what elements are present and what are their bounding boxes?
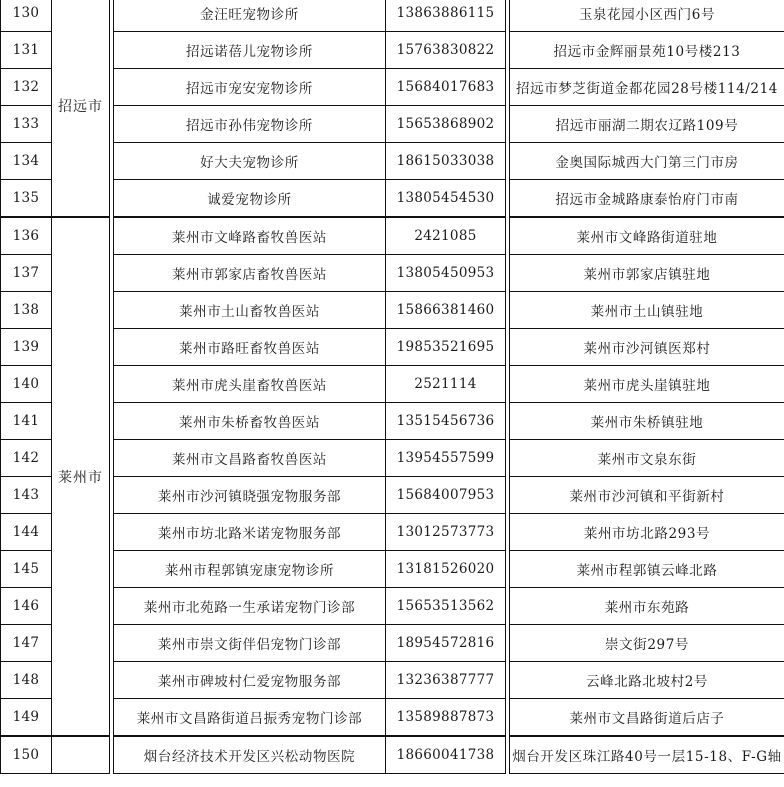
clinic-name-cell: 莱州市坊北路米诺宠物服务部	[114, 514, 386, 551]
row-number-cell: 135	[1, 180, 52, 218]
address-cell: 莱州市程郭镇云峰北路	[510, 551, 784, 588]
clinic-name-cell: 好大夫宠物诊所	[114, 143, 386, 180]
clinic-name-cell: 招远市孙伟宠物诊所	[114, 106, 386, 143]
phone-cell: 15653513562	[386, 588, 506, 625]
phone-cell: 13012573773	[386, 514, 506, 551]
row-number-cell: 148	[1, 662, 52, 699]
address-cell: 招远市金城路康泰怡府门市南	[510, 180, 784, 218]
phone-cell: 15684017683	[386, 69, 506, 106]
clinic-name-cell: 莱州市北苑路一生承诺宠物门诊部	[114, 588, 386, 625]
table-body	[1, 0, 784, 774]
table-row	[1, 292, 784, 329]
phone-cell: 13515456736	[386, 403, 506, 440]
row-number-cell: 146	[1, 588, 52, 625]
row-number-cell: 136	[1, 217, 52, 255]
address-cell: 云峰北路北坡村2号	[510, 662, 784, 699]
address-cell: 莱州市虎头崖镇驻地	[510, 366, 784, 403]
address-cell: 招远市金辉丽景苑10号楼213	[510, 32, 784, 69]
clinic-name-cell: 烟台经济技术开发区兴松动物医院	[114, 736, 386, 774]
table-row	[1, 403, 784, 440]
row-number-cell: 130	[1, 0, 52, 32]
phone-cell: 15763830822	[386, 32, 506, 69]
table-row	[1, 588, 784, 625]
row-number-cell: 149	[1, 699, 52, 737]
clinic-name-cell: 诚爱宠物诊所	[114, 180, 386, 218]
row-number-cell: 140	[1, 366, 52, 403]
table-row	[1, 514, 784, 551]
address-cell: 莱州市土山镇驻地	[510, 292, 784, 329]
address-cell: 莱州市朱桥镇驻地	[510, 403, 784, 440]
table-row	[1, 180, 784, 218]
table-row	[1, 477, 784, 514]
city-cell: 招远市	[52, 0, 110, 217]
row-number-cell: 134	[1, 143, 52, 180]
address-cell: 莱州市文峰路街道驻地	[510, 217, 784, 255]
table-row	[1, 625, 784, 662]
row-number-cell: 145	[1, 551, 52, 588]
clinic-name-cell: 莱州市沙河镇晓强宠物服务部	[114, 477, 386, 514]
clinic-name-cell: 莱州市崇文街伴侣宠物门诊部	[114, 625, 386, 662]
row-number-cell: 144	[1, 514, 52, 551]
table-row	[1, 662, 784, 699]
phone-cell: 19853521695	[386, 329, 506, 366]
table-row	[1, 32, 784, 69]
phone-cell: 15866381460	[386, 292, 506, 329]
table-row	[1, 255, 784, 292]
address-cell: 莱州市沙河镇和平街新村	[510, 477, 784, 514]
address-cell: 莱州市文昌路街道后店子	[510, 699, 784, 737]
clinic-name-cell: 莱州市程郭镇宠康宠物诊所	[114, 551, 386, 588]
address-cell: 烟台开发区珠江路40号一层15-18、F-G轴	[510, 736, 784, 774]
phone-cell: 13954557599	[386, 440, 506, 477]
address-cell: 招远市梦芝街道金都花园28号楼114/214	[510, 69, 784, 106]
row-number-cell: 138	[1, 292, 52, 329]
table-row	[1, 0, 784, 32]
address-cell: 莱州市坊北路293号	[510, 514, 784, 551]
table-row	[1, 217, 784, 255]
table-row	[1, 329, 784, 366]
row-number-cell: 147	[1, 625, 52, 662]
table-row	[1, 699, 784, 737]
phone-cell: 15653868902	[386, 106, 506, 143]
clinic-name-cell: 莱州市碑坡村仁爱宠物服务部	[114, 662, 386, 699]
row-number-cell: 132	[1, 69, 52, 106]
phone-cell: 15684007953	[386, 477, 506, 514]
clinic-name-cell: 招远诺蓓儿宠物诊所	[114, 32, 386, 69]
phone-cell: 13589887873	[386, 699, 506, 737]
address-cell: 崇文街297号	[510, 625, 784, 662]
address-cell: 莱州市沙河镇医郑村	[510, 329, 784, 366]
clinic-name-cell: 莱州市土山畜牧兽医站	[114, 292, 386, 329]
row-number-cell: 143	[1, 477, 52, 514]
table-row	[1, 143, 784, 180]
phone-cell: 13181526020	[386, 551, 506, 588]
row-number-cell: 141	[1, 403, 52, 440]
clinic-name-cell: 莱州市虎头崖畜牧兽医站	[114, 366, 386, 403]
row-number-cell: 133	[1, 106, 52, 143]
phone-cell: 13805454530	[386, 180, 506, 218]
row-number-cell: 131	[1, 32, 52, 69]
clinic-name-cell: 莱州市路旺畜牧兽医站	[114, 329, 386, 366]
row-number-cell: 142	[1, 440, 52, 477]
clinic-name-cell: 莱州市文昌路畜牧兽医站	[114, 440, 386, 477]
phone-cell: 18954572816	[386, 625, 506, 662]
phone-cell: 13236387777	[386, 662, 506, 699]
phone-cell: 2421085	[386, 217, 506, 255]
table-row	[1, 736, 784, 774]
address-cell: 金奥国际城西大门第三门市房	[510, 143, 784, 180]
clinic-name-cell: 莱州市郭家店畜牧兽医站	[114, 255, 386, 292]
phone-cell: 18660041738	[386, 736, 506, 774]
city-cell	[52, 736, 110, 774]
clinic-name-cell: 金汪旺宠物诊所	[114, 0, 386, 32]
table-row	[1, 106, 784, 143]
address-cell: 莱州市东苑路	[510, 588, 784, 625]
address-cell: 莱州市郭家店镇驻地	[510, 255, 784, 292]
phone-cell: 13805450953	[386, 255, 506, 292]
table-row	[1, 366, 784, 403]
clinic-name-cell: 莱州市文昌路街道吕振秀宠物门诊部	[114, 699, 386, 737]
table-row	[1, 551, 784, 588]
table-row	[1, 69, 784, 106]
row-number-cell: 139	[1, 329, 52, 366]
phone-cell: 2521114	[386, 366, 506, 403]
phone-cell: 13863886115	[386, 0, 506, 32]
clinic-name-cell: 莱州市朱桥畜牧兽医站	[114, 403, 386, 440]
city-cell: 莱州市	[52, 217, 110, 736]
row-number-cell: 137	[1, 255, 52, 292]
phone-cell: 18615033038	[386, 143, 506, 180]
row-number-cell: 150	[1, 736, 52, 774]
clinic-name-cell: 莱州市文峰路畜牧兽医站	[114, 217, 386, 255]
address-cell: 玉泉花园小区西门6号	[510, 0, 784, 32]
address-cell: 招远市丽湖二期农辽路109号	[510, 106, 784, 143]
clinic-name-cell: 招远市宠安宠物诊所	[114, 69, 386, 106]
address-cell: 莱州市文泉东街	[510, 440, 784, 477]
table-row	[1, 440, 784, 477]
